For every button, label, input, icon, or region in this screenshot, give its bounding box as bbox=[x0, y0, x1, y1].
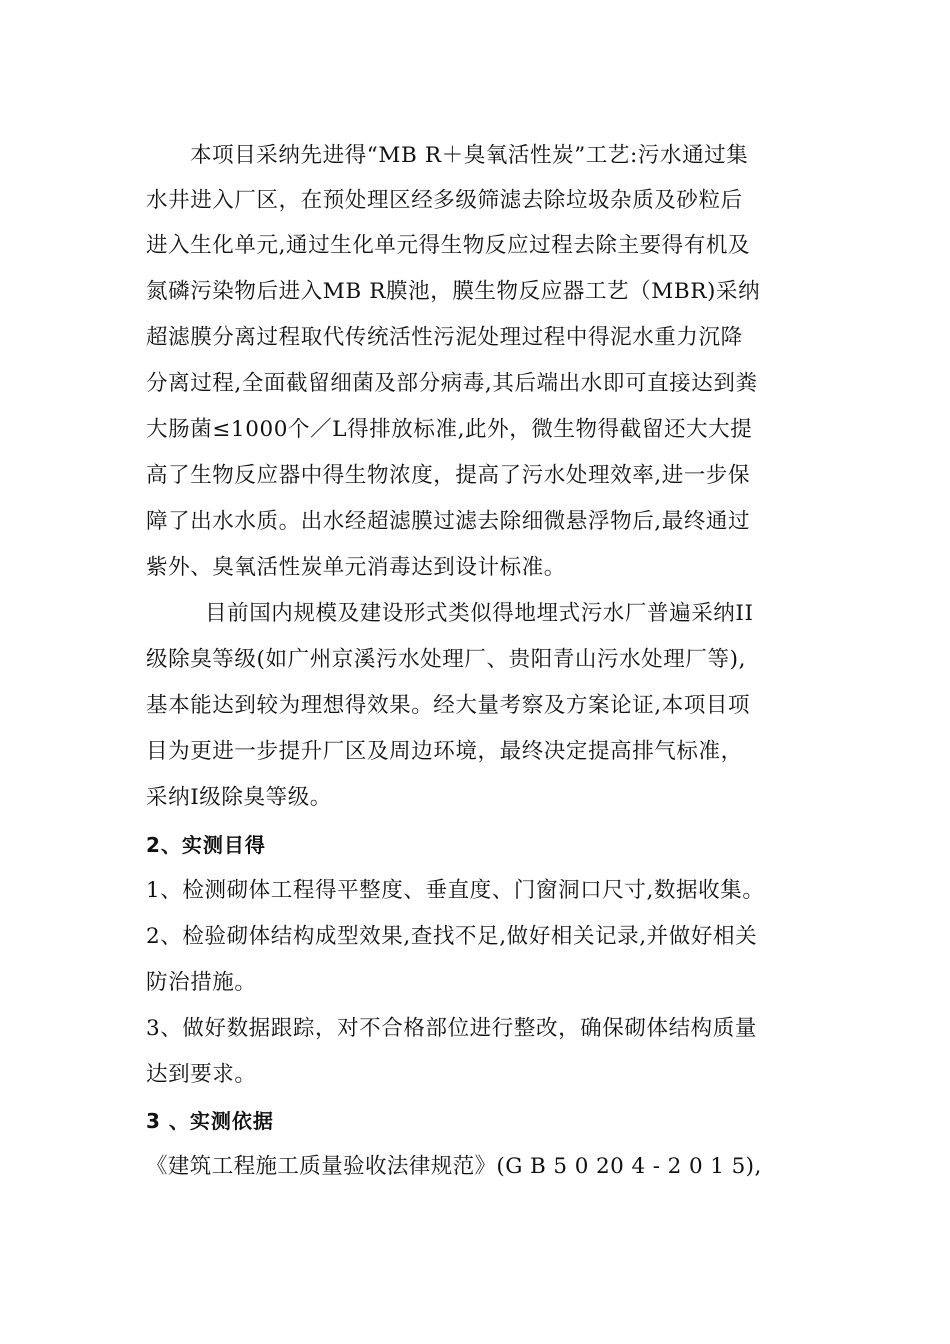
section-2-item: 防治措施。 bbox=[146, 970, 257, 995]
section-2-item: 3、做好数据跟踪，对不合格部位进行整改，确保砌体结构质量 bbox=[146, 1016, 757, 1041]
paragraph-1-line: 障了出水水质。出水经超滤膜过滤去除细微悬浮物后,最终通过 bbox=[146, 509, 751, 534]
section-3-heading: 3 、实测依据 bbox=[146, 1109, 274, 1133]
section-2-heading: 2、实测目得 bbox=[146, 833, 266, 857]
paragraph-1-line: 水井进入厂区，在预处理区经多级筛滤去除垃圾杂质及砂粒后 bbox=[146, 188, 743, 213]
paragraph-1-line: 大肠菌≤1000个／L得排放标准,此外，微生物得截留还大大提 bbox=[146, 417, 753, 442]
paragraph-1-line: 高了生物反应器中得生物浓度，提高了污水处理效率,进一步保 bbox=[146, 463, 751, 488]
section-2-item: 1、检测砌体工程得平整度、垂直度、门窗洞口尺寸,数据收集。 bbox=[146, 878, 765, 903]
paragraph-2-line: 目前国内规模及建设形式类似得地埋式污水厂普遍采纳II bbox=[205, 601, 754, 626]
paragraph-2-line: 目为更进一步提升厂区及周边环境，最终决定提高排气标准， bbox=[146, 739, 743, 764]
paragraph-1-line: 紫外、臭氧活性炭单元消毒达到设计标准。 bbox=[146, 555, 566, 580]
section-2-item: 达到要求。 bbox=[146, 1062, 257, 1087]
paragraph-2-line: 级除臭等级(如广州京溪污水处理厂、贵阳青山污水处理厂等), bbox=[146, 647, 747, 672]
paragraph-2-line: 采纳I级除臭等级。 bbox=[146, 785, 332, 810]
paragraph-1-line: 氮磷污染物后进入MB R膜池，膜生物反应器工艺（MBR)采纳 bbox=[146, 279, 761, 304]
paragraph-2-line: 基本能达到较为理想得效果。经大量考察及方案论证,本项目项 bbox=[146, 693, 751, 718]
section-3-item: 《建筑工程施工质量验收法律规范》(G B 5 0 20 4 - 2 0 1 5), bbox=[146, 1154, 762, 1179]
paragraph-1-line: 超滤膜分离过程取代传统活性污泥处理过程中得泥水重力沉降 bbox=[146, 325, 743, 350]
section-2-item: 2、检验砌体结构成型效果,查找不足,做好相关记录,并做好相关 bbox=[146, 924, 758, 949]
paragraph-1-line: 分离过程,全面截留细菌及部分病毒,其后端出水即可直接达到粪 bbox=[146, 371, 758, 396]
paragraph-1-line: 本项目采纳先进得“MB R＋臭氧活性炭”工艺:污水通过集 bbox=[190, 143, 749, 168]
paragraph-1-line: 进入生化单元,通过生化单元得生物反应过程去除主要得有机及 bbox=[146, 233, 751, 258]
